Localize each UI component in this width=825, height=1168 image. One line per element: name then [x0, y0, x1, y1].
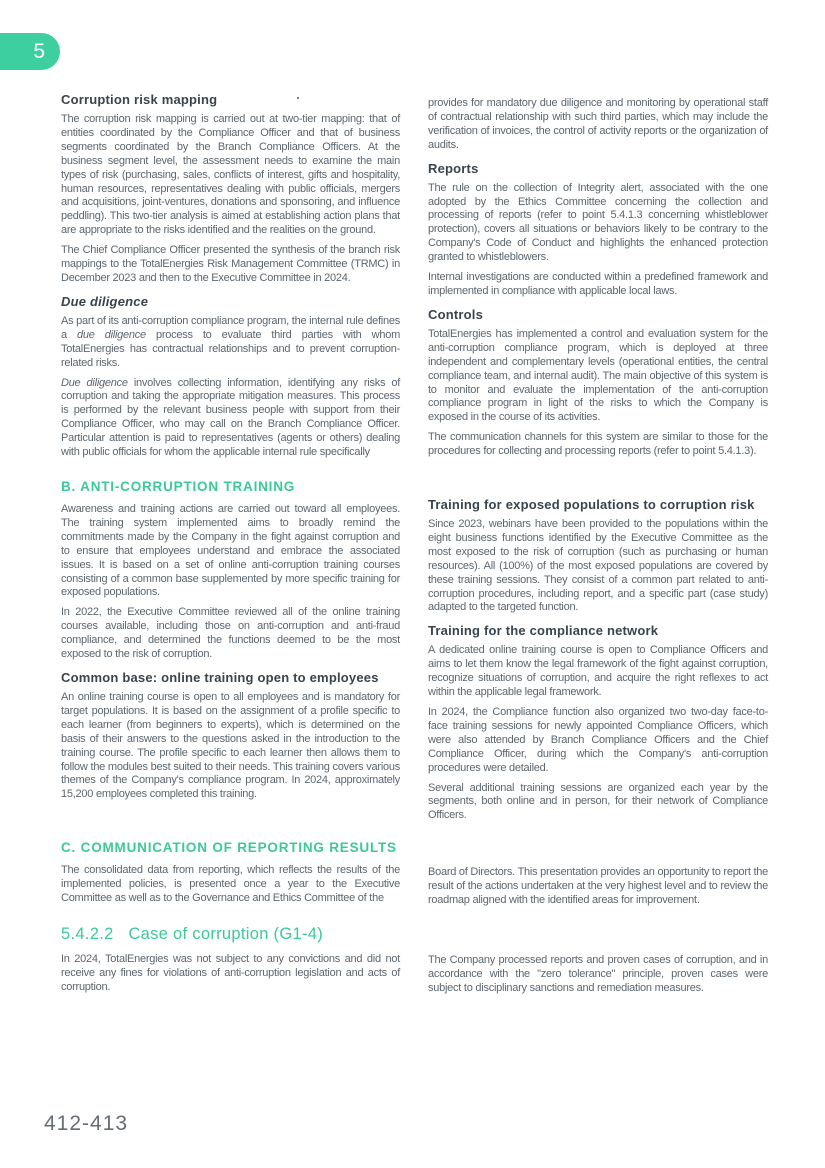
paragraph: Due diligence involves collecting information, identifying any risks of corruption and taking the appropriate mitigation measures. This process is performed by the relevant business people with support from their Compliance Officer, who may call on the Branch Compliance Officer. Particular attention is paid to representatives (agents or others) dealing with public officials for whom the applicable internal rule specifically — [61, 376, 401, 459]
paragraph: provides for mandatory due diligence and monitoring by operational staff of contractual relationship with such third parties, which may include the verification of invoices, the control of activity reports or the organization of audits. — [428, 97, 768, 151]
section-number: 5.4.2.2 — [61, 925, 114, 943]
paragraph: The Chief Compliance Officer presented the synthesis of the branch risk mappings to the TotalEnergies Risk Management Committee (TRMC) in December 2023 and then to the Executive Committee in 2024. — [61, 244, 400, 284]
paragraph: The communication channels for this system are similar to those for the procedures for collecting and processing reports (refer to point 5.4.1.3). — [428, 431, 768, 458]
section-right-top — [428, 97, 768, 465]
section-corruption-risk-mapping — [61, 92, 400, 466]
heading-anti-corruption-training: B. ANTI-CORRUPTION TRAINING — [61, 479, 296, 494]
paragraph: In 2024, the Compliance function also organized two two-day face-to-face training sessions for newly appointed Compliance Officers, which were also attended by Branch Compliance Officers and the Chief Compliance Officer, during which the Company's anti-corruption procedures were detailed. — [428, 705, 768, 774]
section-case-of-corruption — [61, 924, 400, 1001]
paragraph: TotalEnergies has implemented a control and evaluation system for the anti-corruption compliance program, which is deployed at three independent and complementary levels (operational entities, the central compliance team, and internal audit). The main objective of this system is to monitor and evaluate the implementation of the anti-corruption compliance program in light of the risks to which the Company is exposed in the course of its activities. — [428, 327, 768, 424]
paragraph: The Company processed reports and proven cases of corruption, and in accordance with the "zero tolerance" principle, proven cases were subject to disciplinary sanctions and remediation measures. — [428, 954, 768, 994]
heading-common-base: Common base: online training open to employees — [61, 669, 379, 685]
heading-corruption-risk-mapping: Corruption risk mapping — [61, 92, 218, 107]
paragraph: Board of Directors. This presentation provides an opportunity to report the result of the actions undertaken at the very highest level and to review the roadmap aligned with the identified areas for improvement. — [428, 866, 768, 906]
section-training-populations — [428, 497, 768, 829]
paragraph: In 2024, TotalEnergies was not subject to any convictions and did not receive any fines for violations of anti-corruption legislation and acts of corruption. — [61, 953, 400, 993]
paragraph: The rule on the collection of Integrity alert, associated with the one adopted by the Ethics Committee concerning the collection and processing of reports (refer to point 5.4.1.3 concerning whistleblower protection), covers all situations or behaviors likely to be contrary to the Company's Code of Conduct and highlights the enhanced protection granted to whistleblowers. — [428, 181, 768, 264]
footer-page-numbers: 412-413 — [44, 1112, 129, 1135]
heading-training-network: Training for the compliance network — [428, 623, 659, 639]
section-title: Case of corruption (G1-4) — [128, 925, 324, 943]
heading-controls: Controls — [428, 306, 484, 322]
paragraph: A dedicated online training course is open to Compliance Officers and aims to let them know the legal framework of the fight against corruption, recognize situations of corruption, and acquire the right reflexes to act within the applicable legal framework. — [428, 644, 768, 699]
paragraph: The consolidated data from reporting, which reflects the results of the implemented policies, is presented once a year to the Executive Committee as well as to the Governance and Ethics Committee of the — [61, 864, 400, 904]
paragraph: Since 2023, webinars have been provided to the populations within the eight business functions identified by the Executive Committee as the most exposed to the risk of corruption (such as purchasing or human resources). All (100%) of the most exposed populations are covered by these training sessions. They consist of a common part related to anti-corruption procedures, including report, and a specific part (case study) adapted to the targeted function. — [428, 518, 768, 614]
section-anti-corruption-training — [61, 478, 400, 808]
paragraph: As part of its anti-corruption compliance program, the internal rule defines a due diligence process to evaluate third parties with whom TotalEnergies has contractual relationships and to prevent corruption-related risks. — [61, 314, 400, 369]
heading-training-exposed: Training for exposed populations to corruption risk — [428, 497, 755, 512]
heading-case-of-corruption — [61, 924, 400, 944]
paragraph: Several additional training sessions are organized each year by the segments, both online and in person, for their network of Compliance Officers. — [428, 781, 768, 822]
paragraph: An online training course is open to all employees and is mandatory for target populations. It is based on the assignment of a profile specific to each learner (from beginners to experts), which is determined on the basis of their answers to the questions asked in the introduction to the training course. The profile specific to each learner then allows them to follow the modules best suited to their needs. This training covers various themes of the Company's compliance program. In 2024, approximately 15,200 employees completed this training. — [61, 690, 400, 801]
paragraph: In 2022, the Executive Committee reviewed all of the online training courses available, including those on anti-corruption and anti-fraud compliance, and determined the functions deemed to be the most exposed to the risk of corruption. — [61, 606, 400, 661]
chapter-tab — [0, 33, 60, 70]
section-communication-reporting — [61, 839, 400, 912]
paragraph: The corruption risk mapping is carried out at two-tier mapping: that of entities coordinated by the Compliance Officer and that of business segments coordinated by the Branch Compliance Officers. At the business segment level, the assessment needs to examine the main types of risk (purchasing, sales, conflicts of interest, gifts and hospitality, human resources, representatives dealing with public officials, mergers and acquisitions, joint-ventures, donations and sponsoring, and influence peddling). This two-tier analysis is aimed at establishing action plans that are appropriate to the risks identified and the realities on the ground. — [61, 113, 400, 237]
chapter-number: 5 — [33, 39, 45, 63]
heading-communication-reporting: C. COMMUNICATION OF REPORTING RESULTS — [61, 840, 397, 855]
paragraph: Awareness and training actions are carried out toward all employees. The training system implemented aims to broadly remind the commitments made by the Company in the fight against corruption and to ensure that employees understand and embrace the associated issues. It is based on a set of online anti-corruption training courses consisting of a common base supplemented by more specific training for exposed populations. — [61, 503, 400, 599]
heading-due-diligence: Due diligence — [61, 293, 149, 309]
section-zero-tolerance — [428, 954, 768, 1002]
paragraph: Internal investigations are conducted within a predefined framework and implemented in compliance with applicable local laws. — [428, 271, 768, 297]
section-board-continuation — [428, 866, 768, 914]
heading-reports: Reports — [428, 160, 479, 176]
